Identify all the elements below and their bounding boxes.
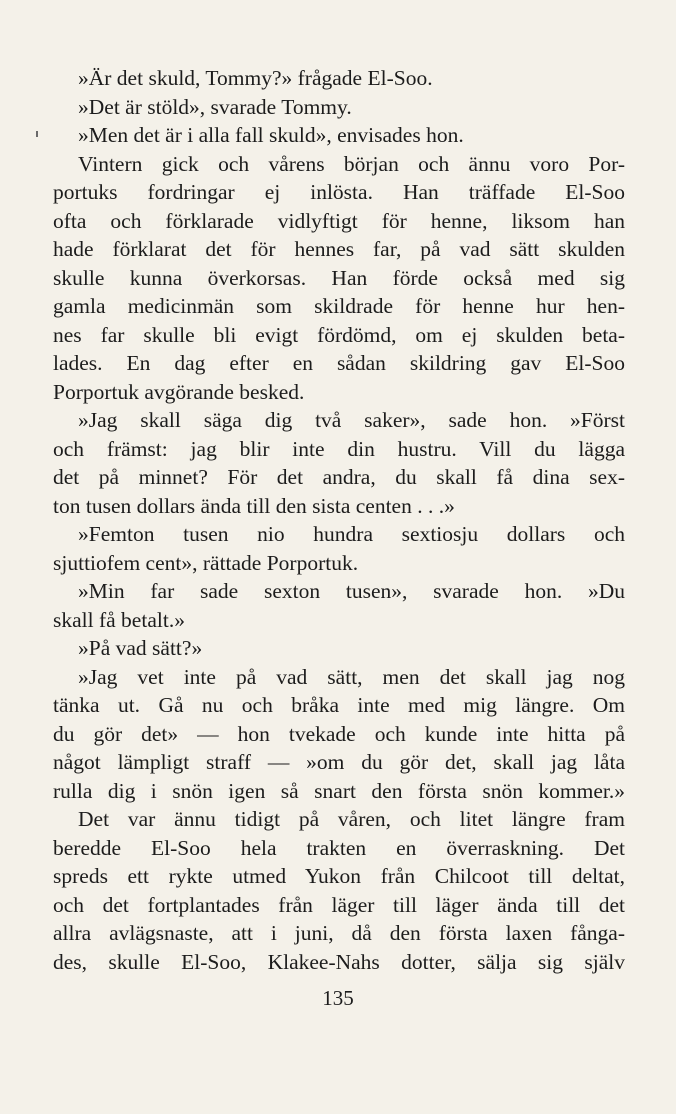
text-line: hade förklarat det för hennes far, på vad sätt skulden: [53, 237, 625, 261]
text-line: det på minnet? För det andra, du skall få dina sex-: [53, 465, 625, 489]
text-line: allra avlägsnaste, att i juni, då den första laxen fånga-: [53, 921, 625, 945]
text-line: ofta och förklarade vidlyftigt för henne, liksom han: [53, 208, 625, 233]
body-text: [53, 64, 625, 976]
text-line: du gör det» — hon tvekade och kunde inte hitta på: [53, 721, 625, 746]
text-line: och det fortplantades från läger till läger ända till det: [53, 892, 625, 917]
text-line: tänka ut. Gå nu och bråka inte med mig längre. Om: [53, 693, 625, 717]
text-line: nes far skulle bli evigt fördömd, om ej skulden beta-: [53, 322, 625, 347]
text-line: ton tusen dollars ända till den sista centen . . .»: [53, 493, 455, 518]
text-line: »Min far sade sexton tusen», svarade hon. »Du: [78, 579, 625, 603]
text-line: skulle kunna överkorsas. Han förde också med sig: [53, 265, 625, 290]
text-line: »Är det skuld, Tommy?» frågade El-Soo.: [78, 66, 433, 90]
text-line: Vintern gick och vårens början och ännu voro Por-: [78, 151, 625, 176]
text-line: »Jag vet inte på vad sätt, men det skall jag nog: [78, 664, 625, 689]
print-speck: [36, 131, 38, 137]
text-line: något lämpligt straff — »om du gör det, skall jag låta: [53, 750, 625, 774]
text-line: skall få betalt.»: [53, 607, 185, 632]
text-line: »På vad sätt?»: [78, 636, 203, 660]
text-line: portuks fordringar ej inlösta. Han träffade El-Soo: [53, 180, 625, 204]
page-number: 135: [322, 986, 354, 1010]
text-line: spreds ett rykte utmed Yukon från Chilcoot till deltat,: [53, 864, 625, 888]
text-line: gamla medicinmän som skildrade för henne hur hen-: [53, 294, 625, 318]
text-line: Det var ännu tidigt på våren, och litet längre fram: [78, 807, 625, 831]
text-line: »Men det är i alla fall skuld», envisades hon.: [78, 123, 464, 147]
text-line: och främst: jag blir inte din hustru. Vill du lägga: [53, 436, 625, 461]
text-line: lades. En dag efter en sådan skildring gav El-Soo: [53, 351, 625, 375]
text-line: sjuttiofem cent», rättade Porportuk.: [53, 550, 359, 575]
text-line: Porportuk avgörande besked.: [53, 379, 305, 404]
text-line: »Jag skall säga dig två saker», sade hon. »Först: [78, 408, 625, 432]
text-line: »Femton tusen nio hundra sextiosju dollars och: [78, 522, 625, 546]
text-line: des, skulle El-Soo, Klakee-Nahs dotter, sälja sig själv: [53, 949, 625, 974]
text-line: »Det är stöld», svarade Tommy.: [78, 94, 352, 119]
text-line: beredde El-Soo hela trakten en överraskning. Det: [53, 835, 625, 860]
text-line: rulla dig i snön igen så snart den första snön kommer.»: [53, 778, 625, 803]
